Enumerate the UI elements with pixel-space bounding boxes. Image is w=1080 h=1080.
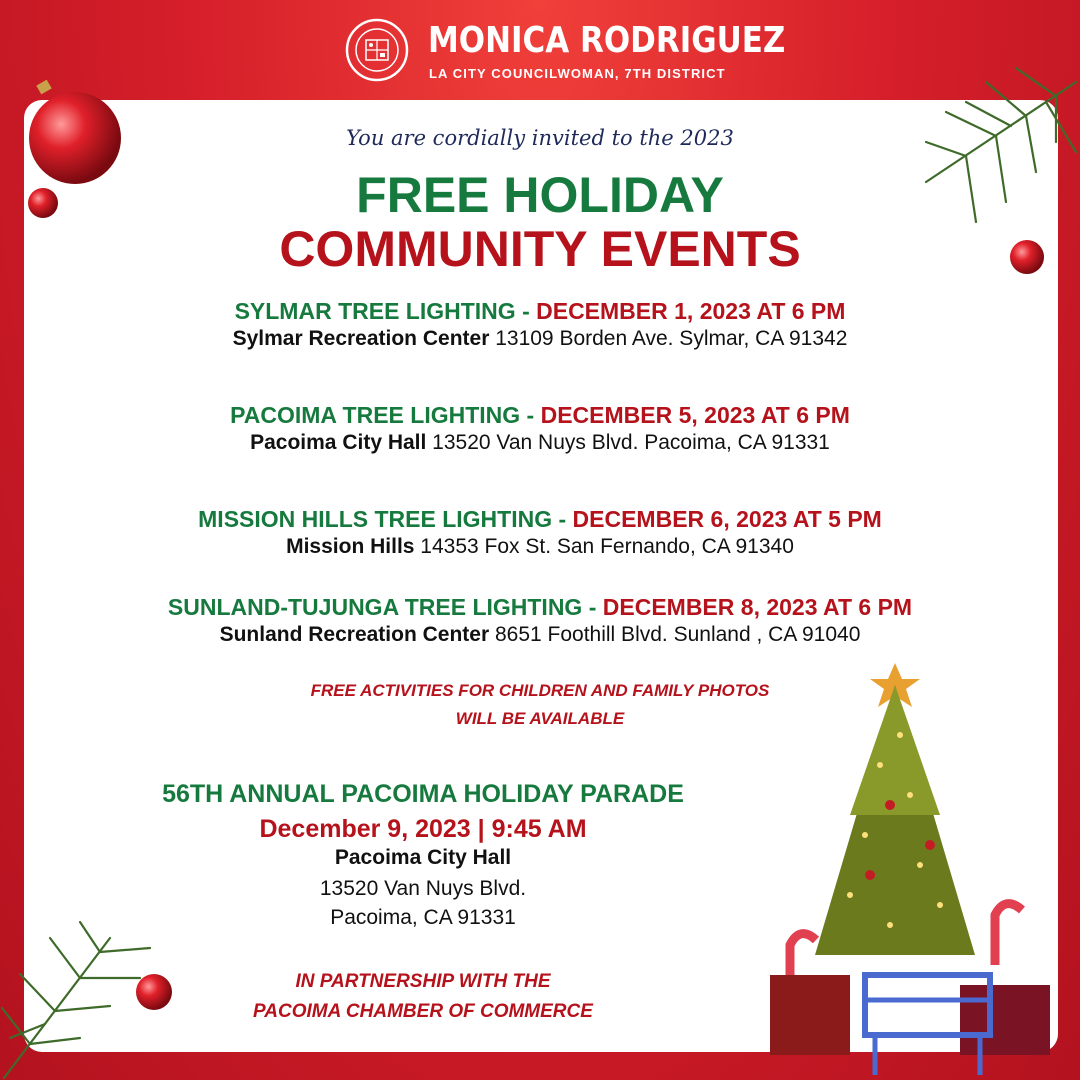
invitation-intro: You are cordially invited to the 2023 bbox=[346, 126, 734, 150]
event-heading bbox=[0, 594, 1080, 621]
event-venue: Sylmar Recreation Center bbox=[232, 327, 490, 350]
event-street: 13109 Borden Ave. Sylmar, CA 91342 bbox=[489, 327, 848, 350]
event-venue: Pacoima City Hall bbox=[250, 431, 427, 454]
parade-datetime: December 9, 2023 | 9:45 AM bbox=[259, 815, 587, 843]
event-date: DECEMBER 5, 2023 AT 6 PM bbox=[540, 402, 850, 428]
event-heading bbox=[0, 402, 1080, 429]
event-date: DECEMBER 8, 2023 AT 6 PM bbox=[602, 594, 913, 620]
parade-address-line-1: 13520 Van Nuys Blvd. bbox=[319, 877, 527, 900]
event-street: 13520 Van Nuys Blvd. Pacoima, CA 91331 bbox=[426, 431, 830, 454]
councilwoman-name: MONICA RODRIGUEZ bbox=[428, 20, 786, 61]
activities-note-line-2: WILL BE AVAILABLE bbox=[455, 709, 625, 728]
parade-venue: Pacoima City Hall bbox=[334, 846, 512, 869]
event-venue: Sunland Recreation Center bbox=[219, 623, 490, 646]
partnership-line-2: PACOIMA CHAMBER OF COMMERCE bbox=[253, 1001, 593, 1022]
pine-branch-icon bbox=[0, 918, 160, 1080]
event-date: DECEMBER 1, 2023 AT 6 PM bbox=[536, 298, 846, 324]
parade-address-line-2: Pacoima, CA 91331 bbox=[330, 906, 516, 929]
event-name: SYLMAR TREE LIGHTING - bbox=[234, 298, 537, 324]
event-name: SUNLAND-TUJUNGA TREE LIGHTING - bbox=[167, 594, 603, 620]
partnership-line-1: IN PARTNERSHIP WITH THE bbox=[295, 971, 551, 992]
parade-title: 56TH ANNUAL PACOIMA HOLIDAY PARADE bbox=[162, 780, 684, 808]
event-street: 8651 Foothill Blvd. Sunland , CA 91040 bbox=[489, 623, 861, 646]
city-seal-icon bbox=[345, 18, 409, 82]
event-address bbox=[0, 327, 1080, 351]
title-line-1: FREE HOLIDAY bbox=[356, 167, 724, 223]
event-address bbox=[0, 535, 1080, 559]
event-address bbox=[0, 623, 1080, 647]
event-heading bbox=[0, 506, 1080, 533]
event-venue: Mission Hills bbox=[286, 535, 415, 558]
activities-note-line-1: FREE ACTIVITIES FOR CHILDREN AND FAMILY PHOTOS bbox=[310, 681, 770, 700]
event-date: DECEMBER 6, 2023 AT 5 PM bbox=[572, 506, 882, 532]
title-line-2: COMMUNITY EVENTS bbox=[279, 221, 801, 277]
event-name: PACOIMA TREE LIGHTING - bbox=[230, 402, 541, 428]
councilwoman-title: LA CITY COUNCILWOMAN, 7TH DISTRICT bbox=[429, 66, 726, 81]
event-heading bbox=[0, 298, 1080, 325]
event-address bbox=[0, 431, 1080, 455]
event-name: MISSION HILLS TREE LIGHTING - bbox=[198, 506, 573, 532]
event-street: 14353 Fox St. San Fernando, CA 91340 bbox=[414, 535, 794, 558]
